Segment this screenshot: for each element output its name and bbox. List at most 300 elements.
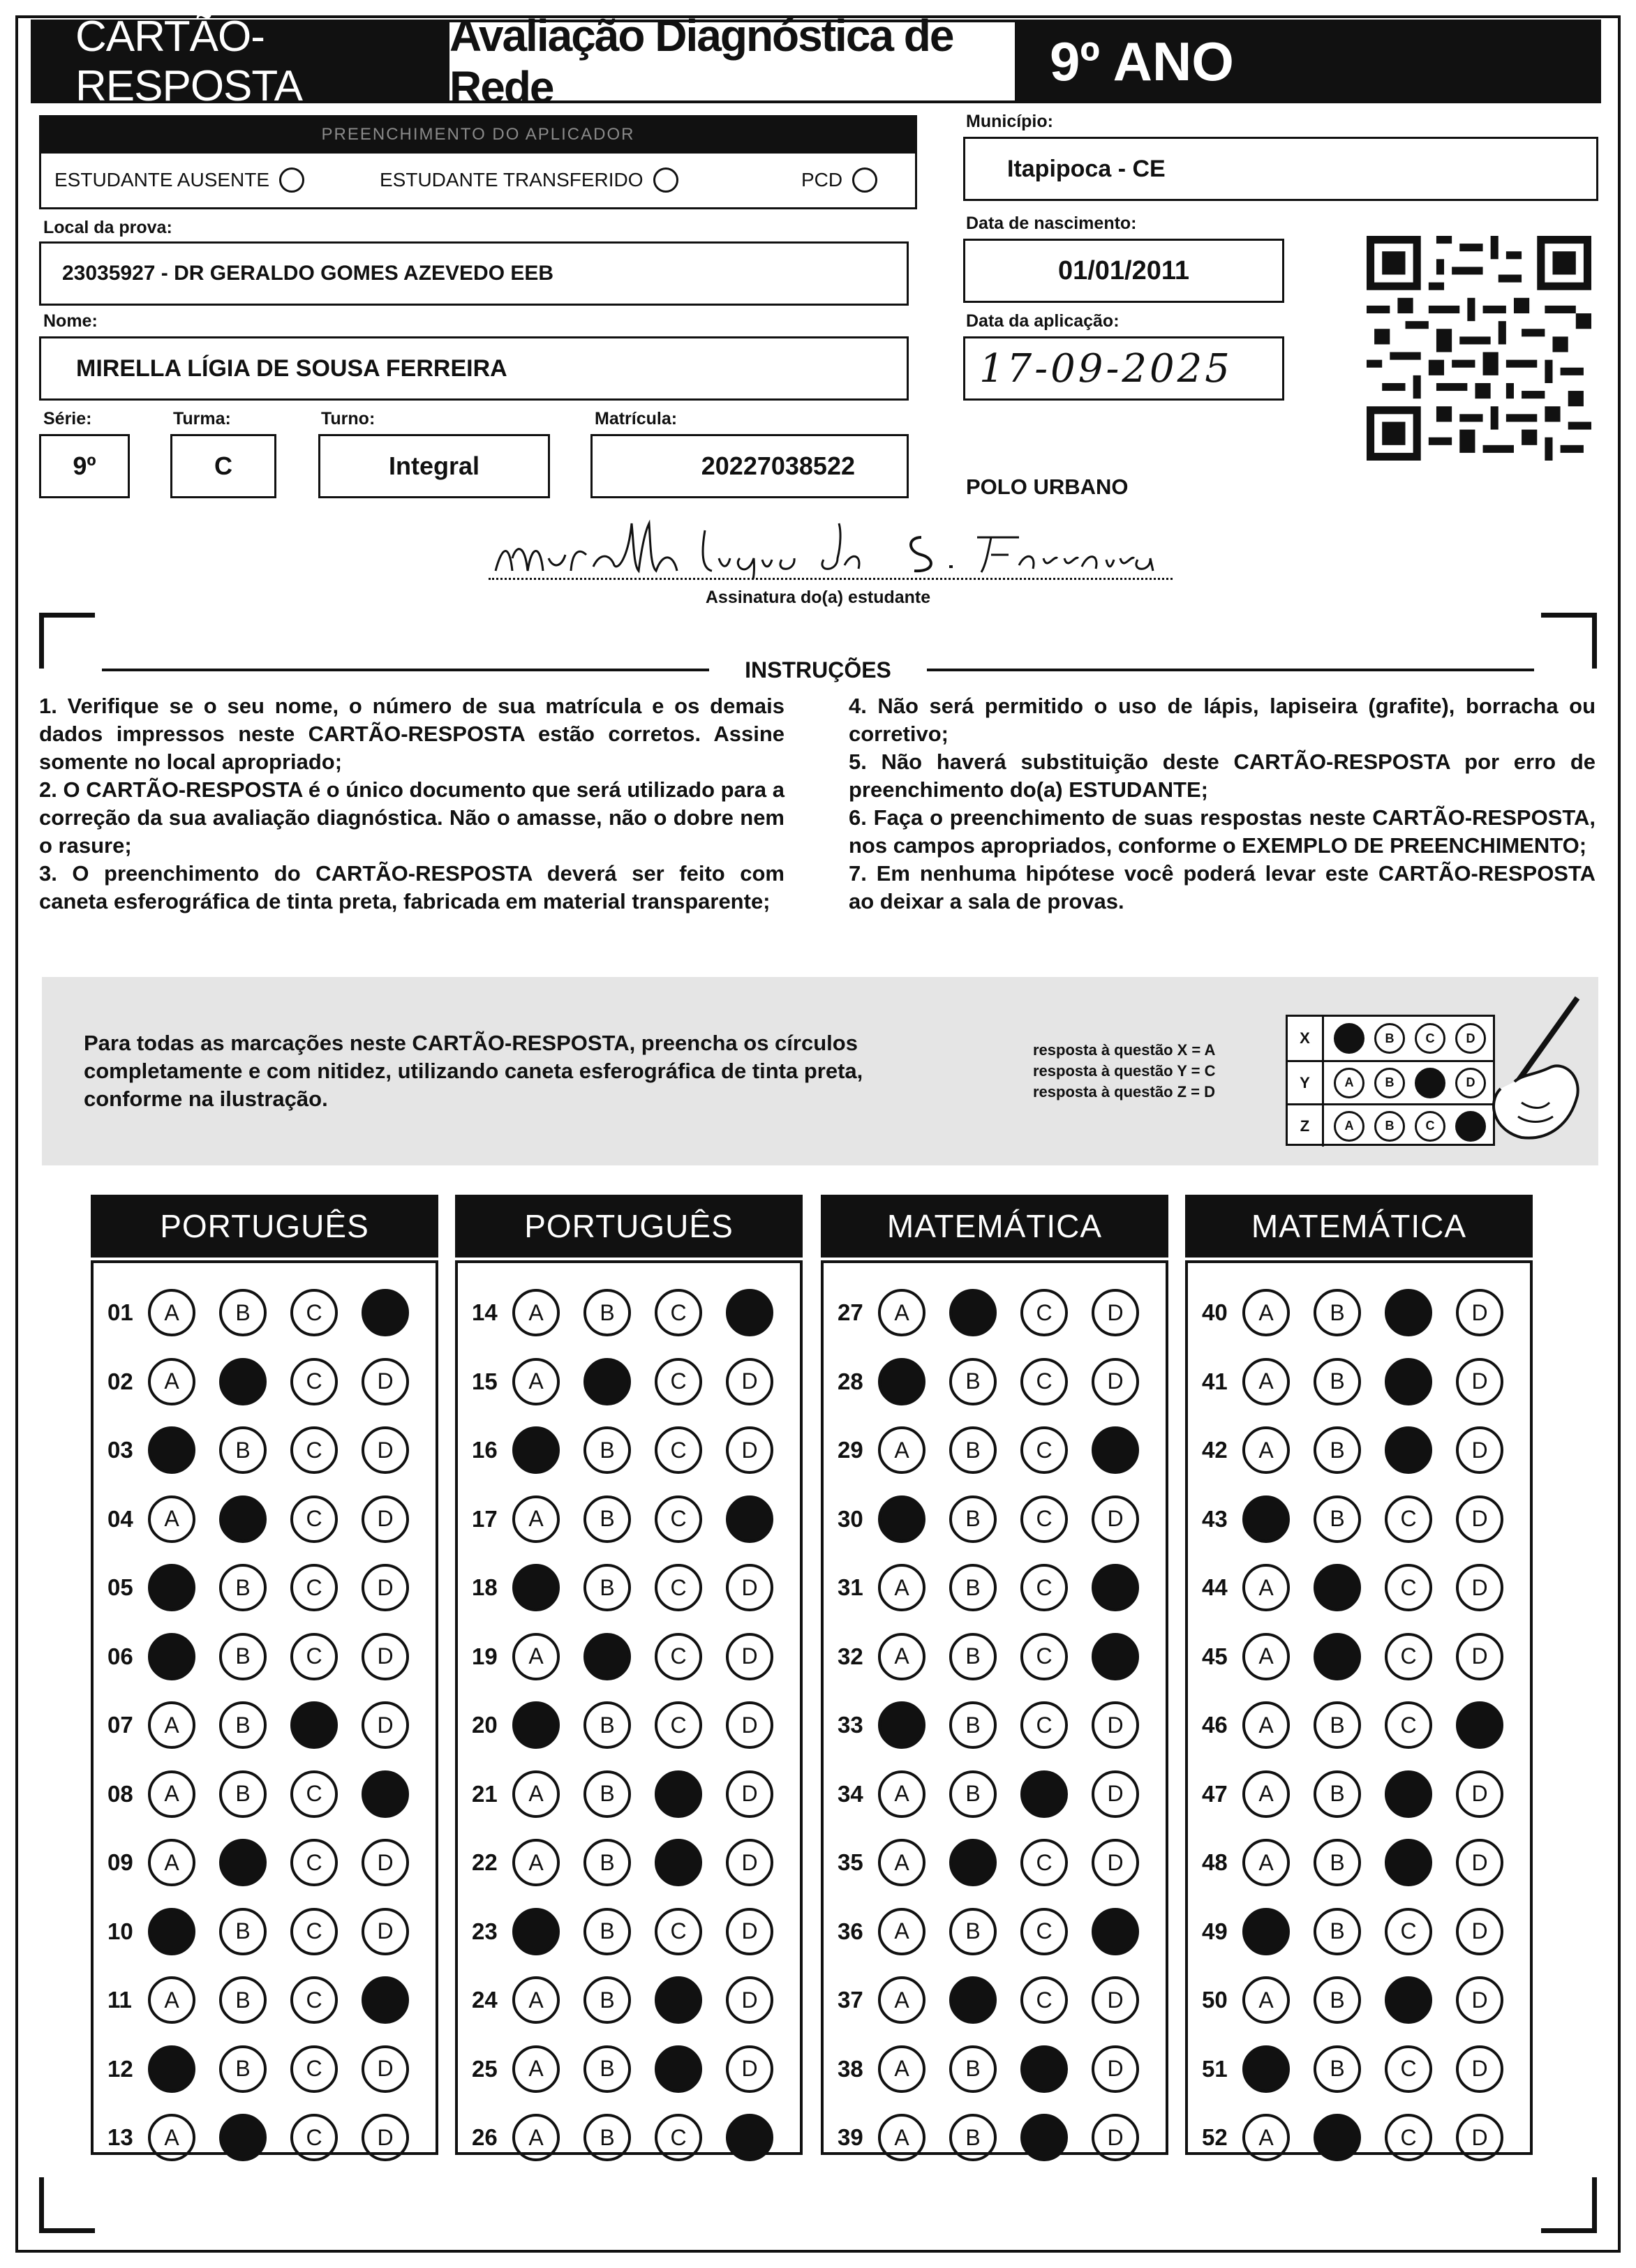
answer-bubble-a[interactable]: A: [1242, 1701, 1290, 1749]
instruction-2: 2. O CARTÃO-RESPOSTA é o único documento que será utilizado para a correção da sua avaliação diagnóstica. Não o amasse, não o dobre nem o rasure;: [39, 777, 784, 858]
corner-bottom-left: [39, 2177, 95, 2233]
answer-bubble-c[interactable]: C: [290, 1770, 338, 1818]
answer-bubble-b[interactable]: B: [219, 1770, 267, 1818]
answer-bubble-b[interactable]: [219, 1495, 267, 1543]
answer-bubble-c[interactable]: C: [1020, 1701, 1068, 1749]
answer-bubble-a[interactable]: A: [1242, 1358, 1290, 1405]
example-row: [1288, 1017, 1493, 1060]
answer-bubble-b[interactable]: B: [1314, 1701, 1361, 1749]
answer-bubble-c[interactable]: [1020, 2045, 1068, 2093]
answer-bubble-c[interactable]: C: [655, 1633, 702, 1680]
answer-bubble-c[interactable]: C: [1020, 1358, 1068, 1405]
answer-bubble-a[interactable]: A: [1242, 1426, 1290, 1474]
answer-bubble-b[interactable]: B: [1314, 1908, 1361, 1955]
answer-bubble-b[interactable]: B: [949, 1495, 997, 1543]
answer-bubble-b[interactable]: B: [949, 2045, 997, 2093]
signature: [489, 516, 1173, 579]
question-row: [472, 1419, 797, 1482]
example-bubble: B: [1374, 1111, 1405, 1142]
answer-bubble-c[interactable]: C: [290, 1564, 338, 1611]
answer-bubble-b[interactable]: B: [1314, 1358, 1361, 1405]
answer-bubble-d[interactable]: D: [1456, 1633, 1503, 1680]
answer-bubble-d[interactable]: [726, 1495, 773, 1543]
question-row: [472, 1556, 797, 1619]
absent-bubble[interactable]: [279, 167, 304, 193]
answer-bubble-a[interactable]: A: [148, 1976, 195, 2024]
fill-example-text: Para todas as marcações neste CARTÃO-RESPOSTA, preencha os círculos completamente e com nitidez, utilizando caneta esferográfica de tinta preta, conforme na ilustração.: [84, 1031, 863, 1111]
answer-bubble-d[interactable]: D: [726, 1770, 773, 1818]
question-number: 10: [107, 1918, 133, 1944]
answer-bubble-b[interactable]: B: [583, 1289, 631, 1336]
answer-bubble-d[interactable]: D: [1456, 1426, 1503, 1474]
answer-bubble-b[interactable]: B: [219, 2045, 267, 2093]
answer-bubble-d[interactable]: D: [726, 1701, 773, 1749]
answer-bubble-a[interactable]: [512, 1701, 560, 1749]
answer-bubble-a[interactable]: A: [512, 2045, 560, 2093]
answer-bubble-c[interactable]: C: [655, 2114, 702, 2161]
applicator-bar: PREENCHIMENTO DO APLICADOR: [39, 115, 917, 154]
question-number: 20: [472, 1712, 498, 1738]
answer-bubble-d[interactable]: D: [1456, 1976, 1503, 2024]
answer-bubble-a[interactable]: A: [148, 2114, 195, 2161]
answer-bubble-b[interactable]: B: [219, 1701, 267, 1749]
answer-bubble-d[interactable]: D: [1456, 1908, 1503, 1955]
answer-bubble-a[interactable]: [512, 1908, 560, 1955]
question-number: 19: [472, 1643, 498, 1669]
answer-bubble-a[interactable]: A: [878, 1564, 925, 1611]
answer-bubble-d[interactable]: D: [362, 1839, 409, 1886]
question-number: 38: [838, 2055, 863, 2082]
answer-bubble-c[interactable]: [655, 1976, 702, 2024]
answer-bubble-b[interactable]: [949, 1976, 997, 2024]
answer-bubble-b[interactable]: B: [949, 1564, 997, 1611]
answer-bubble-c[interactable]: C: [655, 1289, 702, 1336]
answer-bubble-a[interactable]: [1242, 1495, 1290, 1543]
answer-bubble-b[interactable]: [219, 1358, 267, 1405]
answer-bubble-c[interactable]: C: [655, 1426, 702, 1474]
answer-bubble-d[interactable]: D: [1092, 2114, 1139, 2161]
answer-bubble-c[interactable]: [1385, 1839, 1432, 1886]
answer-bubble-a[interactable]: A: [878, 1426, 925, 1474]
instruction-7: 7. Em nenhuma hipótese você poderá levar este CARTÃO-RESPOSTA ao deixar a sala de provas.: [849, 861, 1596, 913]
answer-bubble-c[interactable]: C: [1385, 2045, 1432, 2093]
answer-bubble-d[interactable]: [1092, 1908, 1139, 1955]
answer-bubble-c[interactable]: C: [290, 1633, 338, 1680]
question-number: 12: [107, 2055, 133, 2082]
example-bubble: D: [1455, 1023, 1486, 1054]
answer-bubble-b[interactable]: B: [949, 1358, 997, 1405]
answer-bubble-a[interactable]: A: [878, 1839, 925, 1886]
answer-bubble-a[interactable]: [148, 1908, 195, 1955]
answer-bubble-d[interactable]: [1456, 1701, 1503, 1749]
answer-bubble-c[interactable]: C: [1385, 1701, 1432, 1749]
answer-bubble-d[interactable]: D: [726, 1426, 773, 1474]
answer-bubble-c[interactable]: C: [1020, 1495, 1068, 1543]
answer-bubble-b[interactable]: B: [1314, 1426, 1361, 1474]
answer-bubble-c[interactable]: C: [290, 1908, 338, 1955]
example-bubble: [1415, 1068, 1445, 1098]
answer-bubble-b[interactable]: B: [583, 2045, 631, 2093]
answer-bubble-b[interactable]: B: [1314, 1495, 1361, 1543]
answer-bubble-c[interactable]: [1385, 1426, 1432, 1474]
answer-bubble-b[interactable]: B: [949, 1908, 997, 1955]
answer-bubble-b[interactable]: B: [219, 1633, 267, 1680]
answer-bubble-b[interactable]: [219, 2114, 267, 2161]
answer-bubble-d[interactable]: D: [726, 1564, 773, 1611]
answer-bubble-a[interactable]: A: [148, 1839, 195, 1886]
answer-bubble-b[interactable]: [949, 1289, 997, 1336]
instruction-5: 5. Não haverá substituição deste CARTÃO-RESPOSTA por erro de preenchimento do(a) ESTUDANTE;: [849, 749, 1596, 802]
answer-bubble-a[interactable]: [512, 1564, 560, 1611]
column-title: MATEMÁTICA: [821, 1195, 1168, 1258]
answer-bubble-b[interactable]: B: [583, 2114, 631, 2161]
answer-bubble-d[interactable]: D: [362, 1358, 409, 1405]
answer-bubble-c[interactable]: [290, 1701, 338, 1749]
question-row: [838, 1625, 1163, 1688]
instruction-1: 1. Verifique se o seu nome, o número de sua matrícula e os demais dados impressos neste CARTÃO-RESPOSTA estão corretos. Assine somente no local apropriado;: [39, 694, 784, 774]
answer-bubble-a[interactable]: A: [878, 1770, 925, 1818]
question-number: 51: [1202, 2055, 1228, 2082]
answer-bubble-c[interactable]: [1385, 1289, 1432, 1336]
answer-bubble-a[interactable]: A: [1242, 1289, 1290, 1336]
answer-bubble-b[interactable]: B: [583, 1495, 631, 1543]
pcd-bubble[interactable]: [852, 167, 877, 193]
answer-bubble-d[interactable]: D: [726, 2045, 773, 2093]
answer-bubble-d[interactable]: D: [1456, 2045, 1503, 2093]
answer-bubble-a[interactable]: [1242, 2045, 1290, 2093]
answer-bubble-a[interactable]: A: [148, 1358, 195, 1405]
question-number: 17: [472, 1505, 498, 1532]
question-number: 13: [107, 2124, 133, 2150]
question-row: [1202, 1350, 1527, 1413]
answer-bubble-a[interactable]: A: [878, 2114, 925, 2161]
answer-bubble-a[interactable]: A: [878, 1908, 925, 1955]
answer-bubble-b[interactable]: B: [949, 1426, 997, 1474]
transferred-label: ESTUDANTE TRANSFERIDO: [380, 169, 644, 191]
answer-bubble-b[interactable]: B: [219, 1908, 267, 1955]
answer-bubble-b[interactable]: B: [583, 1701, 631, 1749]
question-number: 27: [838, 1299, 863, 1325]
answer-bubble-c[interactable]: C: [1385, 1495, 1432, 1543]
answer-bubble-c[interactable]: [1020, 1770, 1068, 1818]
answer-bubble-c[interactable]: [1385, 1976, 1432, 2024]
question-row: [1202, 1419, 1527, 1482]
answer-bubble-a[interactable]: A: [148, 1289, 195, 1336]
answer-bubble-a[interactable]: A: [1242, 1976, 1290, 2024]
question-number: 40: [1202, 1299, 1228, 1325]
fill-example-grid: [1286, 1015, 1495, 1146]
answer-bubble-c[interactable]: C: [655, 1701, 702, 1749]
answer-bubble-b[interactable]: B: [583, 1839, 631, 1886]
example-bubble: [1334, 1023, 1364, 1054]
question-row: [838, 1969, 1163, 2031]
answer-bubble-c[interactable]: C: [655, 1564, 702, 1611]
instruction-6: 6. Faça o preenchimento de suas respostas neste CARTÃO-RESPOSTA, nos campos apropriados, conforme o EXEMPLO DE PREENCHIMENTO;: [849, 805, 1596, 858]
question-row: [838, 1350, 1163, 1413]
answer-bubble-b[interactable]: B: [583, 1976, 631, 2024]
question-number: 23: [472, 1918, 498, 1944]
signature-stroke: [489, 516, 1173, 579]
answer-bubble-c[interactable]: C: [1385, 1633, 1432, 1680]
answer-bubble-d[interactable]: D: [1456, 1770, 1503, 1818]
answer-bubble-b[interactable]: B: [219, 1564, 267, 1611]
answer-bubble-c[interactable]: C: [1385, 1564, 1432, 1611]
answer-bubble-d[interactable]: D: [1456, 1564, 1503, 1611]
answer-bubble-c[interactable]: C: [1385, 1908, 1432, 1955]
answer-bubble-c[interactable]: C: [290, 2045, 338, 2093]
turma-label: Turma:: [173, 409, 231, 428]
answer-bubble-b[interactable]: [1314, 1633, 1361, 1680]
answer-bubble-d[interactable]: D: [726, 1908, 773, 1955]
answer-bubble-d[interactable]: [362, 1976, 409, 2024]
answer-bubble-c[interactable]: [1385, 1358, 1432, 1405]
transferred-option[interactable]: [380, 167, 678, 193]
answer-bubble-c[interactable]: C: [655, 1908, 702, 1955]
answer-bubble-c[interactable]: C: [290, 1358, 338, 1405]
answer-bubble-b[interactable]: B: [219, 1426, 267, 1474]
answer-bubble-a[interactable]: [1242, 1908, 1290, 1955]
answer-bubble-b[interactable]: B: [1314, 2045, 1361, 2093]
answer-bubble-b[interactable]: B: [583, 1908, 631, 1955]
question-number: 44: [1202, 1574, 1228, 1600]
answer-bubble-a[interactable]: [878, 1495, 925, 1543]
answer-bubble-a[interactable]: A: [148, 1701, 195, 1749]
question-number: 42: [1202, 1437, 1228, 1463]
question-number: 52: [1202, 2124, 1228, 2150]
answer-bubble-d[interactable]: D: [726, 1976, 773, 2024]
answer-bubble-d[interactable]: D: [1092, 1770, 1139, 1818]
question-number: 34: [838, 1780, 863, 1807]
answer-bubble-a[interactable]: A: [512, 1770, 560, 1818]
answer-bubble-c[interactable]: C: [1020, 1839, 1068, 1886]
answer-bubble-c[interactable]: C: [290, 1426, 338, 1474]
question-row: [1202, 2038, 1527, 2101]
question-number: 24: [472, 1987, 498, 2013]
answer-bubble-a[interactable]: A: [512, 1976, 560, 2024]
answer-bubble-d[interactable]: D: [726, 1358, 773, 1405]
answer-bubble-a[interactable]: A: [512, 1633, 560, 1680]
answer-bubble-d[interactable]: D: [362, 1633, 409, 1680]
question-row: [107, 1281, 433, 1344]
answer-bubble-a[interactable]: A: [1242, 1839, 1290, 1886]
answer-bubble-b[interactable]: B: [219, 1976, 267, 2024]
answer-bubble-d[interactable]: D: [1456, 1358, 1503, 1405]
municipio-label: Município:: [966, 112, 1053, 131]
answer-bubble-c[interactable]: C: [290, 2114, 338, 2161]
answer-bubble-a[interactable]: A: [878, 1976, 925, 2024]
answer-bubble-a[interactable]: A: [148, 1495, 195, 1543]
answer-bubble-d[interactable]: D: [1456, 1839, 1503, 1886]
answer-bubble-d[interactable]: D: [1092, 1289, 1139, 1336]
answer-bubble-b[interactable]: B: [1314, 1839, 1361, 1886]
answer-bubble-b[interactable]: B: [949, 1770, 997, 1818]
answer-bubble-a[interactable]: [148, 1564, 195, 1611]
answer-bubble-d[interactable]: [1092, 1564, 1139, 1611]
answer-bubble-a[interactable]: A: [1242, 1564, 1290, 1611]
polo: POLO URBANO: [966, 475, 1129, 499]
answer-bubble-d[interactable]: D: [1092, 1701, 1139, 1749]
answer-bubble-b[interactable]: [583, 1633, 631, 1680]
answer-bubble-d[interactable]: D: [362, 1495, 409, 1543]
answer-bubble-d[interactable]: D: [726, 1839, 773, 1886]
question-number: 06: [107, 1643, 133, 1669]
question-number: 16: [472, 1437, 498, 1463]
example-row: [1288, 1103, 1493, 1147]
pcd-option[interactable]: [801, 167, 877, 193]
answer-bubble-b[interactable]: [1314, 2114, 1361, 2161]
question-row: [838, 1281, 1163, 1344]
answer-bubble-a[interactable]: [512, 1426, 560, 1474]
answer-bubble-d[interactable]: D: [726, 1633, 773, 1680]
instructions-right: [849, 692, 1596, 916]
question-row: [472, 1694, 797, 1756]
question-row: [107, 1763, 433, 1826]
answer-bubble-d[interactable]: D: [1456, 1495, 1503, 1543]
answer-bubble-a[interactable]: A: [1242, 2114, 1290, 2161]
answer-bubble-b[interactable]: B: [583, 1564, 631, 1611]
question-number: 22: [472, 1849, 498, 1875]
answer-bubble-b[interactable]: [1314, 1564, 1361, 1611]
answer-bubble-d[interactable]: D: [362, 1701, 409, 1749]
question-number: 36: [838, 1918, 863, 1944]
absent-option[interactable]: [54, 167, 304, 193]
answer-bubble-b[interactable]: B: [1314, 1289, 1361, 1336]
answer-bubble-d[interactable]: [726, 2114, 773, 2161]
example-bubble: B: [1374, 1023, 1405, 1054]
example-row-label: Z: [1288, 1105, 1324, 1147]
answer-bubble-c[interactable]: C: [290, 1976, 338, 2024]
answer-bubble-a[interactable]: A: [878, 1633, 925, 1680]
question-row: [107, 2106, 433, 2169]
answer-bubble-a[interactable]: A: [512, 1495, 560, 1543]
answer-bubble-d[interactable]: D: [1092, 1358, 1139, 1405]
answer-bubble-c[interactable]: C: [1020, 1564, 1068, 1611]
answer-bubble-c[interactable]: [655, 1839, 702, 1886]
answer-bubble-c[interactable]: C: [1020, 1976, 1068, 2024]
question-row: [1202, 1281, 1527, 1344]
answer-bubble-a[interactable]: A: [1242, 1633, 1290, 1680]
answer-bubble-c[interactable]: [655, 1770, 702, 1818]
question-row: [1202, 1556, 1527, 1619]
answer-bubble-b[interactable]: B: [949, 1633, 997, 1680]
answer-bubble-d[interactable]: D: [362, 2114, 409, 2161]
question-number: 02: [107, 1368, 133, 1394]
answer-bubble-c[interactable]: [1020, 2114, 1068, 2161]
answer-bubble-a[interactable]: [878, 1358, 925, 1405]
answer-bubble-c[interactable]: C: [1020, 1289, 1068, 1336]
answer-bubble-d[interactable]: D: [362, 1426, 409, 1474]
transferred-bubble[interactable]: [653, 167, 678, 193]
answer-bubble-b[interactable]: [949, 1839, 997, 1886]
answer-bubble-c[interactable]: C: [1020, 1633, 1068, 1680]
answer-bubble-b[interactable]: [583, 1358, 631, 1405]
question-row: [472, 1763, 797, 1826]
question-number: 25: [472, 2055, 498, 2082]
question-number: 33: [838, 1712, 863, 1738]
answer-bubble-b[interactable]: B: [1314, 1770, 1361, 1818]
matricula-label: Matrícula:: [595, 409, 678, 428]
answer-bubble-c[interactable]: C: [655, 1495, 702, 1543]
question-row: [107, 1419, 433, 1482]
answer-bubble-d[interactable]: D: [1456, 1289, 1503, 1336]
answer-bubble-a[interactable]: [878, 1701, 925, 1749]
card-title: CARTÃO-RESPOSTA: [31, 20, 449, 103]
app-date-value: 17-09-2025: [963, 336, 1284, 401]
answer-bubble-c[interactable]: [1385, 1770, 1432, 1818]
turno-label: Turno:: [321, 409, 375, 428]
answer-bubble-b[interactable]: B: [583, 1770, 631, 1818]
question-row: [472, 1900, 797, 1963]
answer-bubble-b[interactable]: B: [1314, 1976, 1361, 2024]
answer-bubble-b[interactable]: B: [219, 1289, 267, 1336]
answer-bubble-d[interactable]: [362, 1770, 409, 1818]
qr-code-icon: [1367, 236, 1591, 461]
question-number: 03: [107, 1437, 133, 1463]
answer-bubble-a[interactable]: A: [512, 1839, 560, 1886]
example-bubble: C: [1415, 1023, 1445, 1054]
answer-bubble-a[interactable]: A: [512, 2114, 560, 2161]
hand-pen-icon: [1480, 991, 1584, 1144]
answer-bubble-d[interactable]: D: [362, 2045, 409, 2093]
answer-bubble-a[interactable]: A: [512, 1358, 560, 1405]
answer-bubble-d[interactable]: D: [1092, 1495, 1139, 1543]
answer-bubble-d[interactable]: D: [362, 1908, 409, 1955]
answer-bubble-d[interactable]: [1092, 1633, 1139, 1680]
answer-bubble-d[interactable]: D: [1092, 1839, 1139, 1886]
answer-bubble-a[interactable]: [148, 2045, 195, 2093]
answer-bubble-d[interactable]: D: [1092, 1976, 1139, 2024]
answer-bubble-c[interactable]: C: [1385, 2114, 1432, 2161]
answer-bubble-a[interactable]: A: [1242, 1770, 1290, 1818]
answer-bubble-b[interactable]: B: [949, 2114, 997, 2161]
answer-bubble-c[interactable]: C: [1020, 1426, 1068, 1474]
answer-bubble-c[interactable]: C: [655, 1358, 702, 1405]
answer-bubble-b[interactable]: [219, 1839, 267, 1886]
answer-bubble-d[interactable]: D: [1456, 2114, 1503, 2161]
example-row: [1288, 1060, 1493, 1103]
answer-bubble-a[interactable]: A: [878, 1289, 925, 1336]
question-number: 48: [1202, 1849, 1228, 1875]
question-row: [107, 1488, 433, 1551]
answer-bubble-d[interactable]: [726, 1289, 773, 1336]
answer-bubble-a[interactable]: A: [878, 2045, 925, 2093]
example-bubble: A: [1334, 1068, 1364, 1098]
answer-bubble-c[interactable]: C: [290, 1839, 338, 1886]
question-number: 46: [1202, 1712, 1228, 1738]
answer-bubble-d[interactable]: D: [362, 1564, 409, 1611]
answer-bubble-c[interactable]: [655, 2045, 702, 2093]
answer-bubble-c[interactable]: C: [1020, 1908, 1068, 1955]
answer-bubble-d[interactable]: [362, 1289, 409, 1336]
answer-bubble-c[interactable]: C: [290, 1289, 338, 1336]
question-row: [838, 1419, 1163, 1482]
absent-label: ESTUDANTE AUSENTE: [54, 169, 270, 191]
question-row: [838, 2038, 1163, 2101]
answer-bubble-b[interactable]: B: [583, 1426, 631, 1474]
answer-bubble-a[interactable]: A: [148, 1770, 195, 1818]
question-row: [838, 1763, 1163, 1826]
column-title: MATEMÁTICA: [1185, 1195, 1533, 1258]
answer-bubble-c[interactable]: C: [290, 1495, 338, 1543]
answer-bubble-d[interactable]: [1092, 1426, 1139, 1474]
answer-bubble-a[interactable]: A: [512, 1289, 560, 1336]
question-number: 37: [838, 1987, 863, 2013]
answer-bubble-a[interactable]: [148, 1633, 195, 1680]
answer-bubble-d[interactable]: D: [1092, 2045, 1139, 2093]
answer-bubble-b[interactable]: B: [949, 1701, 997, 1749]
matricula-value: 20227038522: [590, 434, 909, 498]
answer-bubble-a[interactable]: [148, 1426, 195, 1474]
